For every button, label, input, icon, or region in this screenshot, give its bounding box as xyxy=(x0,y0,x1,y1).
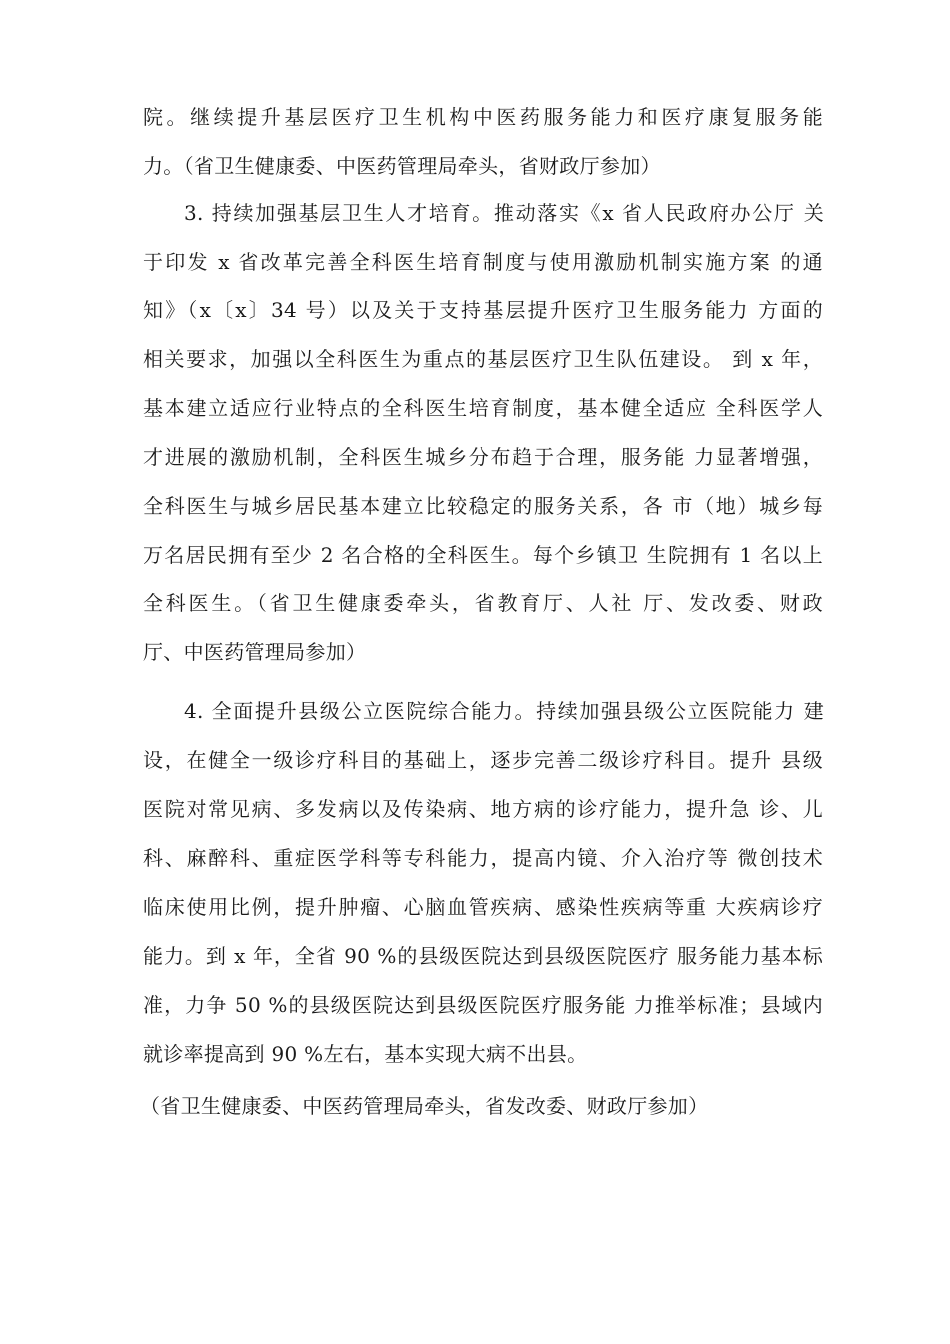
text-line: 就诊率提高到 90 %左右，基本实现大病不出县。 xyxy=(143,1042,588,1066)
text-line: 医院对常见病、多发病以及传染病、地方病的诊疗能力，提升急 诊、儿 xyxy=(143,797,823,821)
text-line: 知》（x〔x〕34 号）以及关于支持基层提升医疗卫生服务能力 方面的 xyxy=(143,298,823,322)
text-line: 临床使用比例，提升肿瘤、心脑血管疾病、感染性疾病等重 大疾病诊疗 xyxy=(143,895,823,919)
paragraph-3-heading-line: 3. 持续加强基层卫生人才培育。推动落实《x 省人民政府办公厅 关 xyxy=(184,201,824,225)
text-line: 相关要求，加强以全科医生为重点的基层医疗卫生队伍建设。 到 x 年， xyxy=(143,347,823,371)
text-line: 全科医生与城乡居民基本建立比较稳定的服务关系，各 市（地）城乡每 xyxy=(143,494,823,518)
text-line: 院。继续提升基层医疗卫生机构中医药服务能力和医疗康复服务能 xyxy=(143,105,823,129)
text-line: 准，力争 50 %的县级医院达到县级医院医疗服务能 力推举标准；县域内 xyxy=(143,993,823,1017)
text-line: 万名居民拥有至少 2 名合格的全科医生。每个乡镇卫 生院拥有 1 名以上 xyxy=(143,543,823,567)
text-line: 科、麻醉科、重症医学科等专科能力，提高内镜、介入治疗等 微创技术 xyxy=(143,846,823,870)
text-line: 能力。到 x 年，全省 90 %的县级医院达到县级医院医疗 服务能力基本标 xyxy=(143,944,823,968)
text-line: 力。（省卫生健康委、中医药管理局牵头，省财政厅参加） xyxy=(143,154,661,178)
text-line: 设，在健全一级诊疗科目的基础上，逐步完善二级诊疗科目。提升 县级 xyxy=(143,748,823,772)
text-line: 于印发 x 省改革完善全科医生培育制度与使用激励机制实施方案 的通 xyxy=(143,250,823,274)
text-line: 基本建立适应行业特点的全科医生培育制度，基本健全适应 全科医学人 xyxy=(143,396,823,420)
paragraph-4-heading-line: 4. 全面提升县级公立医院综合能力。持续加强县级公立医院能力 建 xyxy=(184,699,824,723)
text-line: 才进展的激励机制，全科医生城乡分布趋于合理，服务能 力显著增强， xyxy=(143,445,823,469)
text-line: （省卫生健康委、中医药管理局牵头，省发改委、财政厅参加） xyxy=(140,1094,709,1118)
text-line: 厅、中医药管理局参加） xyxy=(143,640,367,664)
text-line: 全科医生。（省卫生健康委牵头，省教育厅、人社 厅、发改委、财政 xyxy=(143,591,823,615)
